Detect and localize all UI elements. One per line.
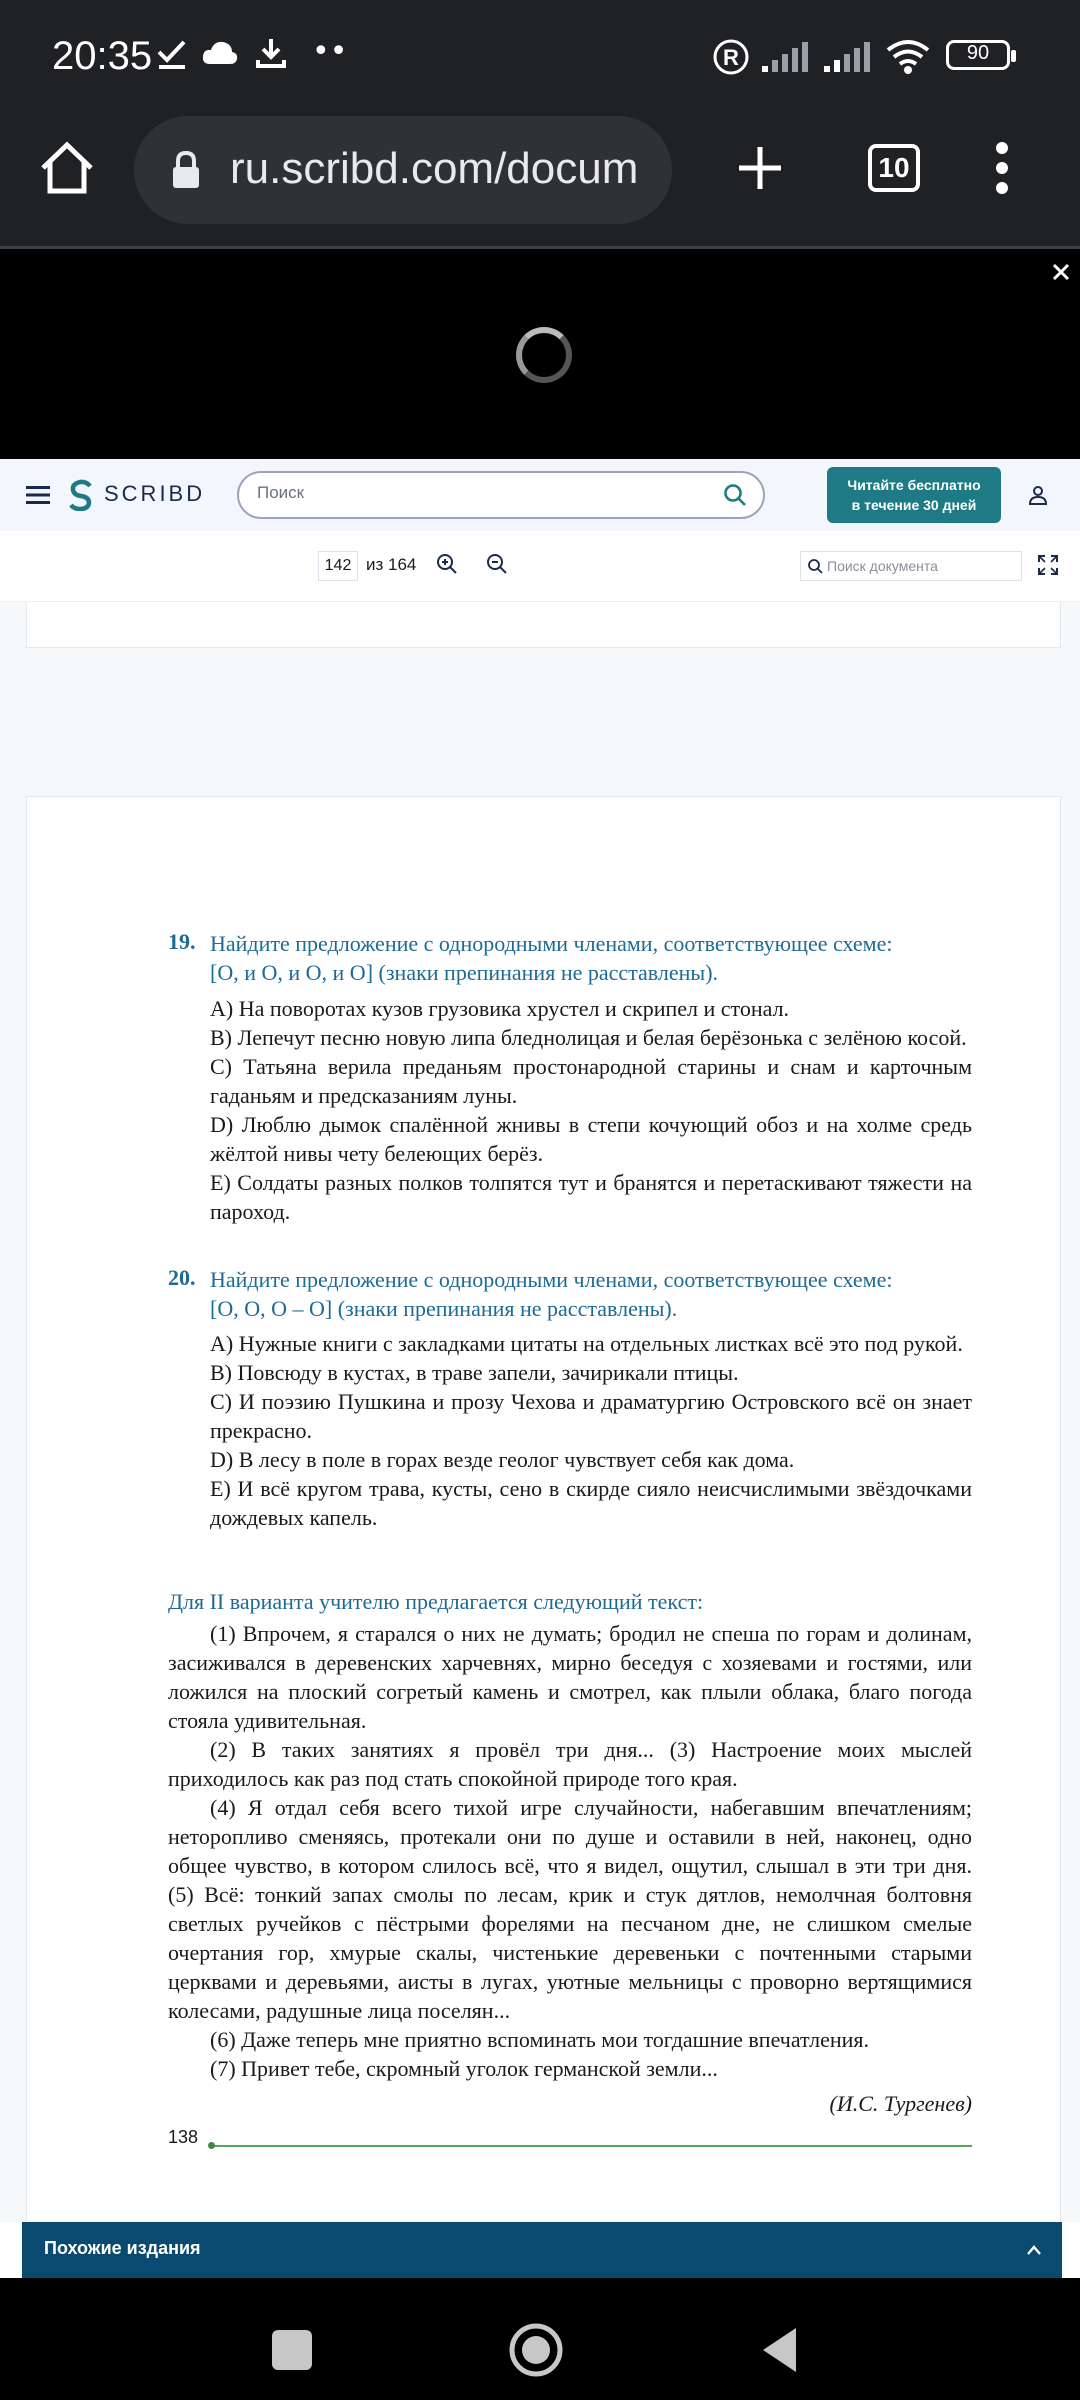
text-paragraph-1: (1) Впрочем, я старался о них не думать; бродил не спеша по горам и долинам, засиживался в деревенских харчевнях, мирно беседуя с хозяевами и гостями, или ложился на плоский согретый камень и смотрел, как плыли облака, благо погода стояла удивительная.: [168, 1621, 972, 1733]
question-19-options: [210, 994, 972, 1226]
option-e: E) Солдаты разных полков толпятся тут и бранятся и перетаскивают тяжести на пароход.: [210, 1170, 972, 1224]
question-19-prompt: Найдите предложение с однородными членами, соответствующее схеме: [О, и О, и О, и О] (знаки препинания не расставлены).: [210, 931, 893, 985]
fullscreen-icon[interactable]: [1038, 555, 1058, 575]
new-tab-icon[interactable]: [736, 144, 784, 192]
loading-spinner-icon: [516, 327, 572, 383]
registered-icon: [712, 38, 750, 76]
scribd-header: [0, 459, 1080, 531]
question-20-options: [210, 1329, 972, 1532]
recent-apps-button[interactable]: [272, 2330, 312, 2370]
page-footer-line: [210, 2145, 972, 2147]
address-bar[interactable]: [134, 116, 672, 224]
svg-text:R: R: [723, 45, 739, 70]
page-number: 138: [168, 2127, 199, 2147]
previous-page-fragment: [26, 602, 1061, 648]
reading-text: [168, 1619, 972, 2083]
document-page: [26, 796, 1061, 2224]
doc-search-placeholder: Поиск документа: [827, 558, 938, 574]
scribd-logo-text: SCRIBD: [104, 481, 206, 506]
user-account-icon[interactable]: [1026, 483, 1050, 507]
signal-icon-1: [760, 40, 812, 74]
wifi-icon: [884, 38, 932, 76]
option-c: C) Татьяна верила преданьям простонародной старины и снам и карточным гаданьям и предсказаниям луны.: [210, 1054, 972, 1108]
free-trial-button[interactable]: [827, 467, 1001, 523]
option-d: D) В лесу в поле в горах везде геолог чувствует себя как дома.: [210, 1447, 795, 1472]
page-footer-dot: [208, 2142, 215, 2149]
text-paragraph-4: (6) Даже теперь мне приятно вспоминать мои тогдашние впечатления.: [210, 2027, 870, 2052]
text-paragraph-2: (2) В таких занятиях я провёл три дня... (3) Настроение моих мыслей приходилось как раз под стать спокойной природе того края.: [168, 1737, 972, 1791]
option-b: B) Повсюду в кустах, в траве запели, зачирикали птицы.: [210, 1360, 739, 1385]
doc-search-icon: [807, 558, 823, 574]
status-bar: [0, 0, 1080, 110]
search-icon[interactable]: [723, 483, 747, 507]
url-text: ru.scribd.com/docum: [230, 144, 639, 193]
close-icon[interactable]: [1052, 263, 1070, 281]
check-icon: [156, 36, 188, 70]
zoom-in-icon[interactable]: [436, 553, 458, 575]
status-time: 20:35: [52, 34, 153, 78]
zoom-out-icon[interactable]: [486, 553, 508, 575]
text-paragraph-5: (7) Привет тебе, скромный уголок германской земли...: [210, 2056, 718, 2081]
menu-dots-icon[interactable]: [992, 140, 1012, 196]
scribd-logo-icon[interactable]: [68, 479, 94, 511]
signal-icon-2: [822, 40, 874, 74]
option-d: D) Люблю дымок спалённой жнивы в степи кочующий обоз и на холме средь жёлтой нивы чету белеющих берёз.: [210, 1112, 972, 1166]
page-number-input[interactable]: 142: [318, 551, 358, 581]
question-19-number: 19.: [168, 929, 196, 954]
search-input[interactable]: [237, 471, 765, 519]
home-button[interactable]: [508, 2322, 564, 2378]
tab-count: 10: [878, 152, 910, 183]
text-paragraph-3: (4) Я отдал себя всего тихой игре случайности, набегавшим впечатлениям; неторопливо сменяясь, протекали они по душе и оставили в ней, наконец, одно общее чувство, в котором слилось всё, что я видел, ощутил, слышал в эти три дня. (5) Всё: тонкий запах смолы по лесам, крик и стук дятлов, немолчная болтовня светлых ручейков с пёстрыми форелями на песчаном дне, не слишком смелые очертания гор, хмурые скалы, чистенькие деревеньки с почтенными старыми церквами и деревьями, аисты в лугах, уютные мельницы с проворно вертящимися колесами, радушные лица поселян...: [168, 1795, 972, 2023]
question-20-number: 20.: [168, 1265, 196, 1290]
back-button[interactable]: [760, 2326, 800, 2374]
similar-label: Похожие издания: [44, 2238, 201, 2258]
author-attribution: (И.С. Тургенев): [829, 2091, 972, 2116]
home-icon[interactable]: [38, 140, 96, 196]
video-player[interactable]: [0, 249, 1080, 459]
question-20-prompt: Найдите предложение с однородными членами, соответствующее схеме: [О, О, О – О] (знаки препинания не расставлены).: [210, 1267, 893, 1321]
more-notifications-icon: ••: [312, 34, 348, 69]
navigation-bar: [0, 2278, 1080, 2400]
option-e: E) И всё кругом трава, кусты, сено в скирде сияло неисчислимыми звёздочками дождевых капель.: [210, 1476, 972, 1530]
option-a: A) Нужные книги с закладками цитаты на отдельных листках всё это под рукой.: [210, 1331, 963, 1356]
tab-switcher-button[interactable]: [868, 144, 920, 192]
search-placeholder: Поиск: [257, 483, 305, 502]
similar-publications-bar[interactable]: [22, 2222, 1062, 2278]
option-c: C) И поэзию Пушкина и прозу Чехова и драматургию Островского всё он знает прекрасно.: [210, 1389, 972, 1443]
variant-heading: Для II варианта учителю предлагается следующий текст:: [168, 1589, 704, 1614]
option-b: B) Лепечут песню новую липа бледнолицая и белая берёзонька с зелёною косой.: [210, 1025, 967, 1050]
total-pages: из 164: [366, 555, 417, 574]
lock-icon: [170, 150, 202, 190]
battery-level: 90: [966, 42, 990, 64]
chevron-up-icon[interactable]: [1026, 2244, 1042, 2256]
hamburger-menu-icon[interactable]: [26, 485, 50, 505]
battery-indicator: [946, 40, 1010, 70]
cta-line1: Читайте бесплатно: [847, 477, 981, 493]
document-search-input[interactable]: [800, 551, 1022, 581]
cta-line2: в течение 30 дней: [851, 497, 977, 513]
browser-bar: [0, 110, 1080, 249]
cloud-icon: [200, 36, 240, 70]
option-a: A) На поворотах кузов грузовика хрустел и скрипел и стонал.: [210, 996, 790, 1021]
download-icon: [254, 36, 288, 70]
document-toolbar: [0, 531, 1080, 602]
